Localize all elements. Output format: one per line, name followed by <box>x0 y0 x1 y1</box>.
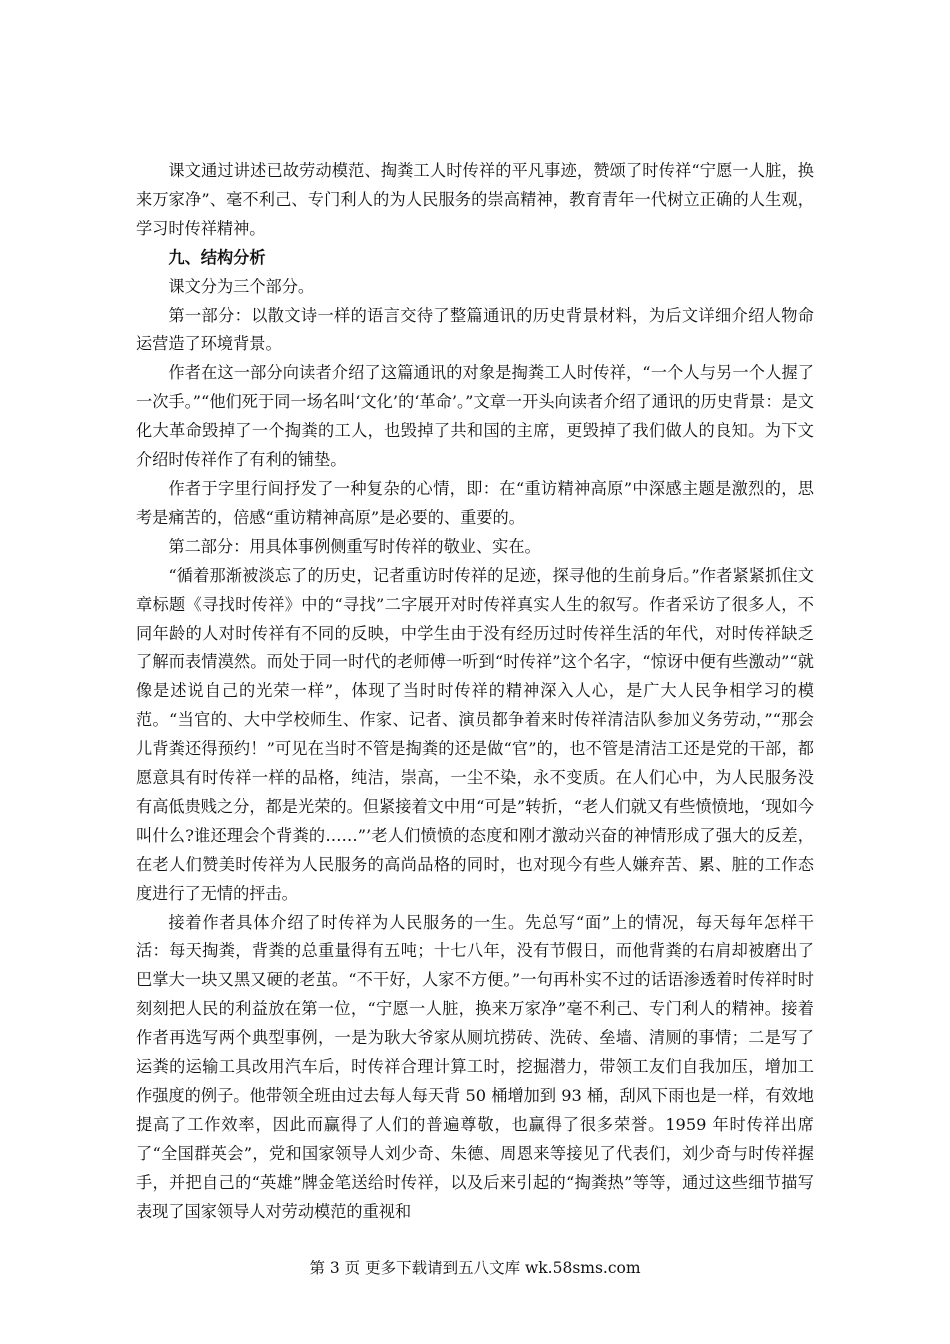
section-heading: 九、结构分析 <box>168 247 266 267</box>
paragraph: 第二部分：用具体事例侧重写时传祥的敬业、实在。 <box>168 536 541 556</box>
document-body <box>136 157 814 1227</box>
page-footer: 第 3 页 更多下载请到五八文库 wk.58sms.com <box>309 1259 641 1277</box>
intro-paragraph: 课文通过讲述已故劳动模范、掏粪工人时传祥的平凡事迹，赞颂了时传祥“宁愿一人脏，换来万家净”、毫不利己、专门利人的为人民服务的崇高精神，教育青年一代树立正确的人生观，学习时传祥精神。 <box>136 161 814 238</box>
paragraph: 课文分为三个部分。 <box>168 276 315 296</box>
paragraph: 接着作者具体介绍了时传祥为人民服务的一生。先总写“面”上的情况，每天每年怎样干活：每天掏粪，背粪的总重量得有五吨；十七八年，没有节假日，而他背粪的右肩却被磨出了巴掌大一块又黑又硬的老茧。“不干好，人家不方便。”一句再朴实不过的话语渗透着时传祥时时刻刻把人民的利益放在第一位，“宁愿一人脏，换来万家净”毫不利己、专门利人的精神。接着作者再选写两个典型事例，一是为耿大爷家从厕坑捞砖、洗砖、垒墙、清厕的事情；二是写了运粪的运输工具改用汽车后，时传祥合理计算工时，挖掘潜力，带领工友们自我加压，增加工作强度的例子。他带领全班由过去每人每天背 50 桶增加到 93 桶，刮风下雨也是一样，有效地提高了工作效率，因此而赢得了人们的普遍尊敬，也赢得了很多荣誉。1959 年时传祥出席了“全国群英会”，党和国家领导人刘少奇、朱德、周恩来等接见了代表们，刘少奇与时传祥握手，并把自己的“英雄”牌金笔送给时传祥，以及后来引起的“掏粪热”等等，通过这些细节描写表现了国家领导人对劳动模范的重视和 <box>136 912 814 1221</box>
paragraph: 第一部分：以散文诗一样的语言交待了整篇通讯的历史背景材料，为后文详细介绍人物命运营造了环境背景。 <box>136 305 814 354</box>
paragraph: 作者于字里行间抒发了一种复杂的心情，即：在“重访精神高原”中深感主题是激烈的，思考是痛苦的，倍感“重访精神高原”是必要的、重要的。 <box>136 478 814 527</box>
paragraph: “循着那渐被淡忘了的历史，记者重访时传祥的足迹，探寻他的生前身后。”作者紧紧抓住文章标题《寻找时传祥》中的“寻找”二字展开对时传祥真实人生的叙写。作者采访了很多人，不同年龄的人对时传祥有不同的反映，中学生由于没有经历过时传祥生活的年代，对时传祥缺乏了解而表情漠然。而处于同一时代的老师傅一听到“时传祥”这个名字，“惊讶中便有些激动”“就像是述说自己的光荣一样”，体现了当时时传祥的精神深入人心，是广大人民争相学习的模范。“当官的、大中学校师生、作家、记者、演员都争着来时传祥清洁队参加义务劳动，”“那会儿背粪还得预约！”可见在当时不管是掏粪的还是做“官”的，也不管是清洁工还是党的干部，都愿意具有时传祥一样的品格，纯洁，崇高，一尘不染，永不变质。在人们心中，为人民服务没有高低贵贱之分，都是光荣的。但紧接着文中用“可是”转折，“老人们就又有些愤愤地，‘现如今叫什么?谁还理会个背粪的……”’老人们愤愤的态度和刚才激动兴奋的神情形成了强大的反差，在老人们赞美时传祥为人民服务的高尚品格的同时，也对现今有些人嫌弃苦、累、脏的工作态度进行了无情的抨击。 <box>136 565 814 903</box>
paragraph: 作者在这一部分向读者介绍了这篇通讯的对象是掏粪工人时传祥，“一个人与另一个人握了一次手。”“他们死于同一场名叫‘文化’的‘革命’。”文章一开头向读者介绍了通讯的历史背景：是文化大革命毁掉了一个掏粪的工人，也毁掉了共和国的主席，更毁掉了我们做人的良知。为下文介绍时传祥作了有利的铺垫。 <box>136 363 814 470</box>
